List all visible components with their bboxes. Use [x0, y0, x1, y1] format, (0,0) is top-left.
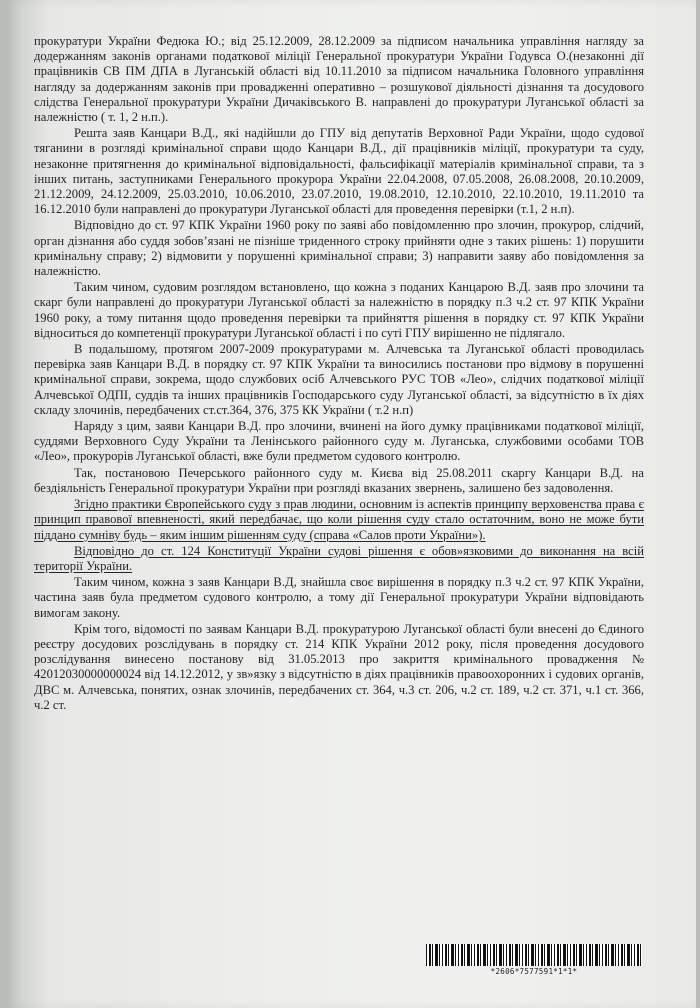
paragraph-4: Таким чином, судовим розглядом встановлено, що кожна з поданих Канцарою В.Д. заяв про злочини та скарг були направлені до прокуратури Луганської області за належністю в порядку п.3 ч.2 ст. 97 КПК України 1960 року, а тому питання щодо проведення перевірки та прийняття рішення в порядку ст. 97 КПК України відноситься до компетенції прокуратури Луганської області і по суті ГПУ вирішенно не підлягало. — [34, 280, 644, 340]
paragraph-7: Так, постановою Печерського районного суду м. Києва від 25.08.2011 скаргу Канцари В.Д. на бездіяльність Генеральної прокуратури України при розгляді вказаних звернень, залишено без задоволення. — [34, 465, 644, 495]
paragraph-2: Решта заяв Канцари В.Д., які надійшли до ГПУ від депутатів Верховної Ради України, щодо судової тяганини в розгляді кримінальної справи щодо Канцари В.Д., дії працівників міліції, прокуратури та суду, незаконне притягнення до кримінальної відповідальності, фальсифікації матеріалів кримінальної справи, та з інших питань, заступниками Генерального прокурора України 22.04.2008, 07.05.2008, 26.08.2008, 20.10.2009, 21.12.2009, 24.12.2009, 25.03.2010, 10.06.2010, 23.07.2010, 19.08.2010, 12.10.2010, 22.10.2010, 19.11.2010 та 16.12.2010 були направлені до прокуратури Луганської області для проведення перевірки (т.1, 2 н.п). — [34, 126, 644, 217]
paragraph-5: В подальшому, протягом 2007-2009 прокуратурами м. Алчевська та Луганської області проводилась перевірка заяв Канцари В.Д. в порядку ст. 97 КПК України та виносились постанови про відмову в порушенні кримінальної справи, зокрема, щодо службових осіб Алчевського РУС ТОВ «Лео», слідчих податкової міліції Алчевської ОДПІ, суддів та інших працівників Господарського суду Луганської області, за відсутністю в їх діях складу злочинів, передбачених ст.ст.364, 376, 375 КК України ( т.2 н.п) — [34, 342, 644, 417]
paragraph-10: Таким чином, кожна з заяв Канцари В.Д, знайшла своє вирішення в порядку п.3 ч.2 ст. 97 КПК України, частина заяв була предметом судового контролю, а тому дії Генеральної прокуратури України відповідають вимогам закону. — [34, 575, 644, 620]
document-page — [8, 0, 696, 1008]
document-body — [34, 34, 644, 714]
barcode — [426, 944, 642, 966]
paragraph-9-underlined: Відповідно до ст. 124 Конституції України судові рішення є обов»язковими до виконання на всій території України. — [34, 543, 644, 573]
barcode-number: *2606*7577591*1*1* — [490, 967, 578, 976]
paragraph-6: Наряду з цим, заяви Канцари В.Д. про злочини, вчинені на його думку працівниками податкової міліції, суддями Верховного Суду України та Ленінського районного суду м. Луганська, службовими особами ТОВ «Лео», прокурорів Луганської області, вже були предметом судового контролю. — [34, 419, 644, 464]
paragraph-11: Крім того, відомості по заявам Канцари В.Д. прокуратурою Луганської області були внесені до Єдиного реєстру досудових розслідувань в порядку ст. 214 КПК України 2012 року, після проведення досудового розслідування винесено постанову від 31.05.2013 про закриття кримінального провадження № 42012030000000024 від 14.12.2012, у зв»язку з відсутністю в діях працівників правоохоронних і судових органів, ДВС м. Алчевська, понятих, ознак злочинів, передбачених ст. 364, ч.3 ст. 206, ч.2 ст. 189, ч.2 ст. 371, ч.1 ст. 366, ч.2 ст. — [34, 621, 644, 712]
paragraph-1: прокуратури України Федюка Ю.; від 25.12.2009, 28.12.2009 за підписом начальника управління нагляду за додержанням законів органами податкової міліції Генеральної прокуратури України Годувса О.(незаконні дії працівників СВ ПМ ДПА в Луганській області від 10.11.2010 за підписом начальника Головного управління нагляду за додержанням законів при провадженні оперативно – розшукової діяльності дізнання та досудового слідства Генеральної прокуратури України Дичаківського В. направлені до прокуратури Луганської області за належністю ( т. 1, 2 н.п.). — [34, 34, 644, 125]
paragraph-3: Відповідно до ст. 97 КПК України 1960 року по заяві або повідомленню про злочин, прокурор, слідчий, орган дізнання або суддя зобов’язані не пізніше триденного строку прийняти одне з таких рішень: 1) порушити кримінальну справу; 2) відмовити у порушенні кримінальної справи; 3) направити заяву або повідомлення за належністю. — [34, 218, 644, 279]
paragraph-8-underlined: Згідно практики Європейського суду з прав людини, основним із аспектів принципу верховенства права є принцип правової впевненості, який передбачає, що коли рішення суду стало остаточним, воно не може бути піддано сумніву будь – яким іншим рішенням суду (справа «Салов проти України»). — [34, 497, 644, 542]
